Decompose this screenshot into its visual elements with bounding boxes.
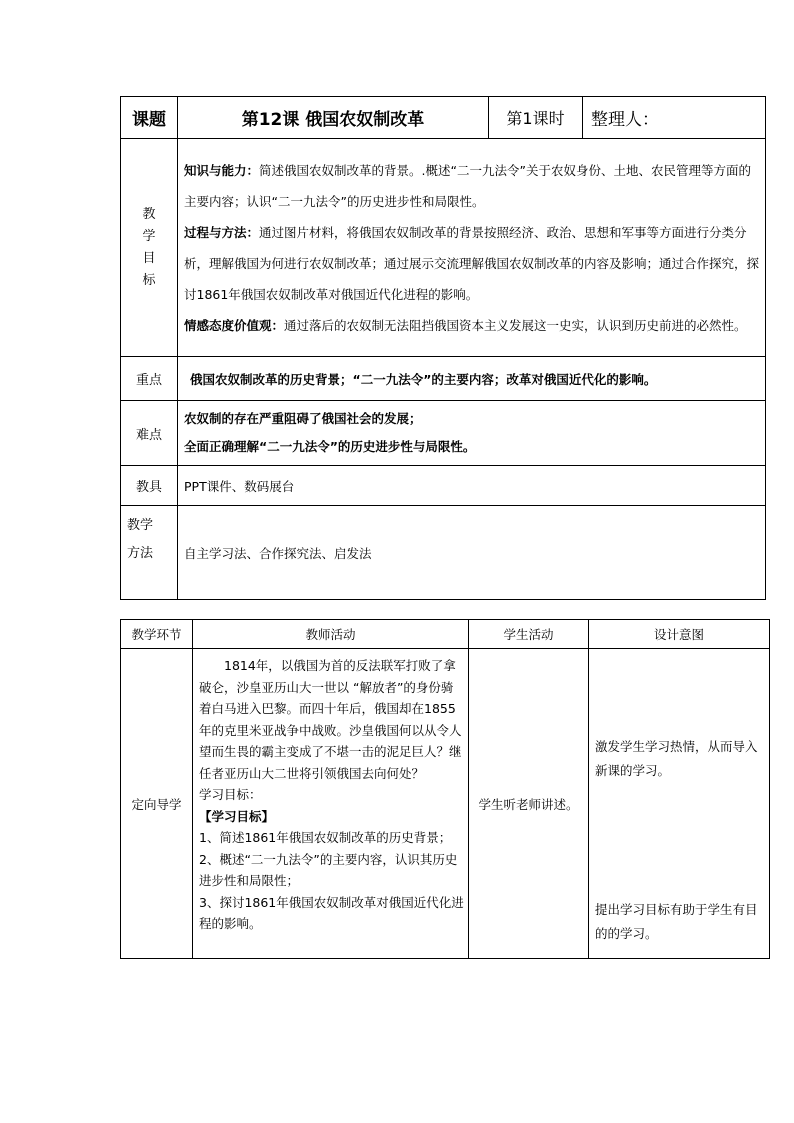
goals-bracket-heading: 【学习目标】 (199, 808, 275, 824)
difficulties-row (121, 401, 766, 466)
lesson-title: 第12课 俄国农奴制改革 (178, 97, 489, 139)
difficulty-line: 全面正确理解“二一九法令”的历史进步性与局限性。 (184, 439, 476, 454)
stage-cell: 定向导学 (121, 649, 193, 959)
design-intent-cell (589, 649, 770, 959)
class-period: 第1课时 (489, 97, 583, 139)
goal-item: 3、探讨1861年俄国农奴制改革对俄国近代化进程的影响。 (199, 894, 464, 931)
difficulty-line: 农奴制的存在严重阻碍了俄国社会的发展； (184, 411, 422, 426)
objectives-label-char: 标 (142, 272, 156, 288)
column-header: 学生活动 (469, 620, 589, 649)
goal-item: 1、简述1861年俄国农奴制改革的历史背景； (199, 830, 452, 845)
emotion-text: 通过落后的农奴制无法阻挡俄国资本主义发展这一史实，认识到历史前进的必然性。 (284, 317, 747, 333)
methods-label-line: 教学 (127, 518, 154, 533)
methods-label (121, 506, 178, 600)
column-header: 教师活动 (193, 620, 469, 649)
methods-label-line: 方法 (127, 546, 154, 561)
emotion-label: 情感态度价值观： (184, 317, 285, 333)
lesson-overview-table (120, 96, 766, 600)
tools-row (121, 466, 766, 506)
process-text: 通过图片材料，将俄国农奴制改革的背景按照经济、政治、思想和军事等方面进行分类分析，理解俄国为何进行农奴制改革；通过展示交流理解俄国农奴制改革的内容及影响；通过合作探究，探讨1861年俄国农奴制改革对俄国近代化进程的影响。 (184, 224, 760, 302)
objectives-row (121, 139, 766, 357)
tools-text: PPT课件、数码展台 (178, 466, 766, 506)
key-points-text: 俄国农奴制改革的历史背景；“二一九法令”的主要内容；改革对俄国近代化的影响。 (178, 357, 766, 401)
topic-label: 课题 (121, 97, 178, 139)
process-label: 过程与方法： (184, 224, 260, 240)
lesson-header-row (121, 97, 766, 139)
goals-heading: 学习目标： (199, 787, 262, 802)
teacher-intro: 1814年，以俄国为首的反法联军打败了拿破仑，沙皇亚历山大一世以 “解放者”的身份骑着白马进入巴黎。而四十年后，俄国却在1855年的克里米亚战争中战败。沙皇俄国何以从令人望而生畏的霸主变成了不堪一击的泥足巨人？继任者亚历山大二世将引领俄国去向何处？ (199, 658, 462, 781)
knowledge-text: 简述俄国农奴制改革的背景。.概述“二一九法令”关于农奴身份、土地、农民管理等方面的主要内容；认识“二一九法令”的历史进步性和局限性。 (184, 162, 751, 209)
activity-row (121, 649, 770, 959)
knowledge-label: 知识与能力： (184, 162, 260, 178)
student-activity-cell: 学生听老师讲述。 (469, 649, 589, 959)
methods-row (121, 506, 766, 600)
difficulties-label: 难点 (121, 401, 178, 466)
tools-label: 教具 (121, 466, 178, 506)
objectives-label-char: 目 (142, 250, 156, 266)
knowledge-objective (184, 155, 761, 217)
teaching-activity-table (120, 619, 770, 959)
key-points-label: 重点 (121, 357, 178, 401)
objectives-label-char: 学 (142, 228, 156, 244)
methods-text: 自主学习法、合作探究法、启发法 (178, 506, 766, 600)
objectives-content (178, 139, 766, 357)
emotion-objective (184, 310, 761, 341)
key-points-row (121, 357, 766, 401)
column-header: 设计意图 (589, 620, 770, 649)
teacher-activity-cell (193, 649, 469, 959)
column-header: 教学环节 (121, 620, 193, 649)
design-intent-2: 提出学习目标有助于学生有目的的学习。 (595, 902, 758, 941)
objectives-label (121, 139, 178, 357)
organizer-label: 整理人： (583, 97, 766, 139)
difficulties-content (178, 401, 766, 466)
goal-item: 2、概述“二一九法令”的主要内容，认识其历史进步性和局限性； (199, 851, 458, 888)
activity-header-row (121, 620, 770, 649)
process-objective (184, 217, 761, 310)
design-intent-1: 激发学生学习热情，从而导入新课的学习。 (595, 739, 758, 778)
objectives-label-char: 教 (142, 206, 156, 222)
